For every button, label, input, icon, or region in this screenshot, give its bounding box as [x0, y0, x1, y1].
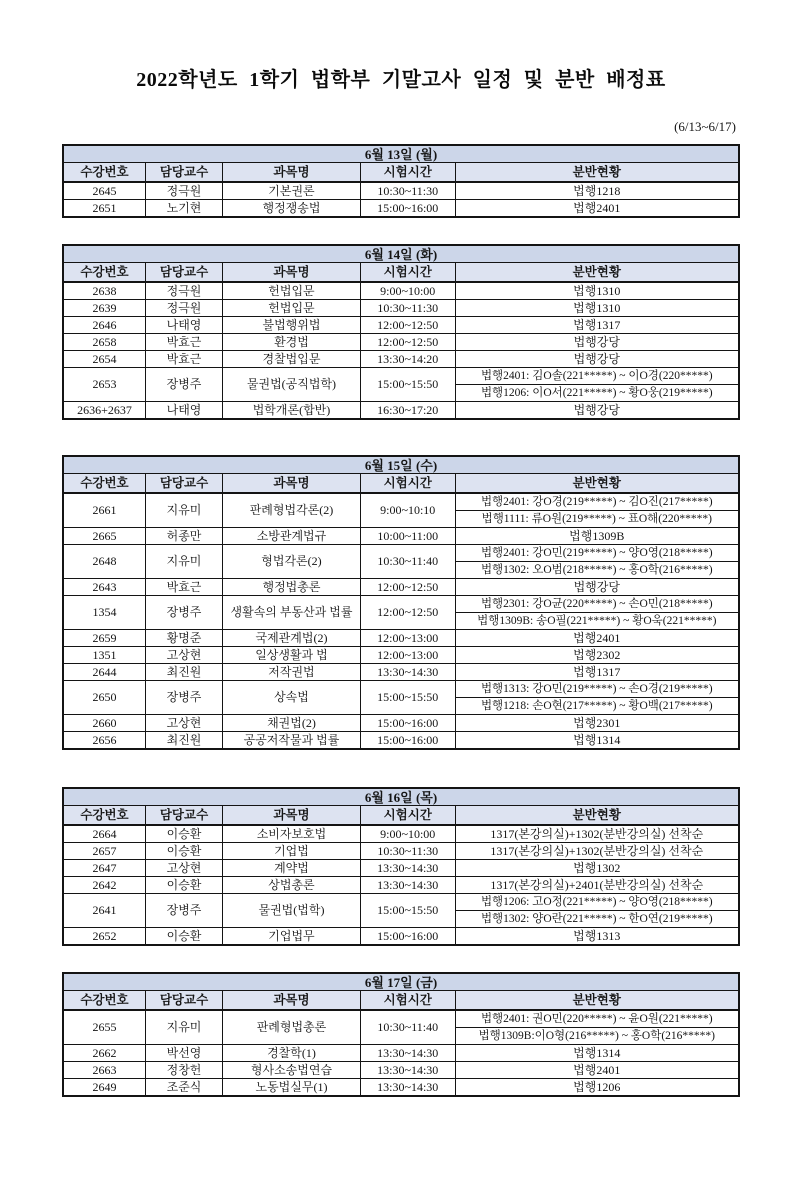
professor-cell: 황명준: [145, 630, 222, 647]
assignment-cell: 법행2401: 권O민(220*****) ~ 윤O원(221*****): [455, 1010, 739, 1028]
assignment-cell: 법행1218: 손O현(217*****) ~ 황O백(217*****): [455, 698, 739, 715]
time-cell: 10:30~11:40: [360, 545, 455, 579]
table-row: [63, 825, 739, 843]
date-range: (6/13~6/17): [674, 119, 736, 134]
column-header: 시험시간: [360, 163, 455, 183]
time-cell: 15:00~15:50: [360, 894, 455, 928]
time-cell: 16:30~17:20: [360, 402, 455, 420]
assignment-cell: 법행1314: [455, 732, 739, 750]
course-no-cell: 2655: [63, 1010, 145, 1045]
day-header: 6월 15일 (수): [63, 456, 739, 474]
time-cell: 9:00~10:00: [360, 825, 455, 843]
time-cell: 12:00~12:50: [360, 334, 455, 351]
course-no-cell: 2646: [63, 317, 145, 334]
course-no-cell: 2647: [63, 860, 145, 877]
assignment-cell: 법행2301: 강O균(220*****) ~ 손O민(218*****): [455, 596, 739, 613]
professor-cell: 나태영: [145, 402, 222, 420]
course-no-cell: 2644: [63, 664, 145, 681]
time-cell: 13:30~14:30: [360, 1045, 455, 1062]
assignment-cell: 1317(본강의실)+2401(분반강의실) 선착순: [455, 877, 739, 894]
assignment-cell: 법행2401: 김O솔(221*****) ~ 이O경(220*****): [455, 368, 739, 385]
time-cell: 13:30~14:30: [360, 860, 455, 877]
assignment-cell: 법행1302: 양O란(221*****) ~ 한O연(219*****): [455, 911, 739, 928]
subject-cell: 저작권법: [223, 664, 361, 681]
assignment-cell: 1317(본강의실)+1302(분반강의실) 선착순: [455, 843, 739, 860]
table-row: [63, 596, 739, 613]
time-cell: 15:00~15:50: [360, 368, 455, 402]
table-row: [63, 282, 739, 300]
professor-cell: 허종만: [145, 528, 222, 545]
column-header: 과목명: [223, 806, 361, 826]
assignment-cell: 법행강당: [455, 402, 739, 420]
tables-container: [62, 144, 740, 1097]
time-cell: 12:00~12:50: [360, 596, 455, 630]
subject-cell: 헌법입문: [223, 300, 361, 317]
column-header: 과목명: [223, 163, 361, 183]
assignment-cell: 법행1206: 이O서(221*****) ~ 황O웅(219*****): [455, 385, 739, 402]
time-cell: 9:00~10:10: [360, 493, 455, 528]
table-row: [63, 334, 739, 351]
subject-cell: 일상생활과 법: [223, 647, 361, 664]
course-no-cell: 2639: [63, 300, 145, 317]
professor-cell: 정극원: [145, 300, 222, 317]
course-no-cell: 2658: [63, 334, 145, 351]
professor-cell: 지유미: [145, 1010, 222, 1045]
table-row: [63, 1010, 739, 1028]
time-cell: 10:30~11:30: [360, 843, 455, 860]
assignment-cell: 법행1302: 오O범(218*****) ~ 홍O학(216*****): [455, 562, 739, 579]
course-no-cell: 1354: [63, 596, 145, 630]
professor-cell: 지유미: [145, 493, 222, 528]
table-row: [63, 715, 739, 732]
professor-cell: 이승환: [145, 825, 222, 843]
page-title: 2022학년도 1학기 법학부 기말고사 일정 및 분반 배정표: [136, 69, 666, 91]
assignment-cell: 법행1317: [455, 664, 739, 681]
column-header: 시험시간: [360, 263, 455, 283]
time-cell: 13:30~14:30: [360, 664, 455, 681]
professor-cell: 정창헌: [145, 1062, 222, 1079]
assignment-cell: 법행1309B: 송O필(221*****) ~ 황O욱(221*****): [455, 613, 739, 630]
table-row: [63, 860, 739, 877]
subject-cell: 행정법총론: [223, 579, 361, 596]
column-header: 시험시간: [360, 474, 455, 494]
column-header: 수강번호: [63, 806, 145, 826]
course-no-cell: 2638: [63, 282, 145, 300]
course-no-cell: 2642: [63, 877, 145, 894]
column-header: 분반현황: [455, 163, 739, 183]
table-row: [63, 681, 739, 698]
course-no-cell: 2660: [63, 715, 145, 732]
course-no-cell: 2654: [63, 351, 145, 368]
time-cell: 12:00~12:50: [360, 317, 455, 334]
table-row: [63, 647, 739, 664]
professor-cell: 장병주: [145, 681, 222, 715]
column-header: 과목명: [223, 474, 361, 494]
time-cell: 15:00~16:00: [360, 928, 455, 946]
column-header: 시험시간: [360, 806, 455, 826]
course-no-cell: 2645: [63, 182, 145, 200]
assignment-cell: 법행1314: [455, 1045, 739, 1062]
subject-cell: 형사소송법연습: [223, 1062, 361, 1079]
subject-cell: 행정쟁송법: [223, 200, 361, 218]
professor-cell: 박효근: [145, 334, 222, 351]
course-no-cell: 2652: [63, 928, 145, 946]
subject-cell: 경찰법입문: [223, 351, 361, 368]
exam-day-table: [62, 972, 740, 1097]
course-no-cell: 2643: [63, 579, 145, 596]
table-row: [63, 928, 739, 946]
assignment-cell: 법행2401: 강O경(219*****) ~ 김O진(217*****): [455, 493, 739, 511]
assignment-cell: 법행1309B:이O형(216*****) ~ 홍O학(216*****): [455, 1028, 739, 1045]
column-header: 담당교수: [145, 163, 222, 183]
subject-cell: 물권법(공직법학): [223, 368, 361, 402]
time-cell: 12:00~13:00: [360, 630, 455, 647]
exam-day-table: [62, 787, 740, 946]
assignment-cell: 법행1313: 강O민(219*****) ~ 손O경(219*****): [455, 681, 739, 698]
table-row: [63, 493, 739, 511]
assignment-cell: 법행1302: [455, 860, 739, 877]
table-row: [63, 843, 739, 860]
time-cell: 10:00~11:00: [360, 528, 455, 545]
day-header: 6월 13일 (월): [63, 145, 739, 163]
course-no-cell: 2661: [63, 493, 145, 528]
table-row: [63, 1045, 739, 1062]
assignment-cell: 법행2401: [455, 1062, 739, 1079]
subject-cell: 기업법: [223, 843, 361, 860]
time-cell: 13:30~14:20: [360, 351, 455, 368]
professor-cell: 장병주: [145, 596, 222, 630]
time-cell: 13:30~14:30: [360, 877, 455, 894]
assignment-cell: 법행1317: [455, 317, 739, 334]
assignment-cell: 법행2401: [455, 200, 739, 218]
table-row: [63, 877, 739, 894]
professor-cell: 최진원: [145, 664, 222, 681]
professor-cell: 정극원: [145, 182, 222, 200]
assignment-cell: 법행2301: [455, 715, 739, 732]
course-no-cell: 2650: [63, 681, 145, 715]
subject-cell: 경찰학(1): [223, 1045, 361, 1062]
professor-cell: 박효근: [145, 351, 222, 368]
subject-cell: 물권법(법학): [223, 894, 361, 928]
column-header: 과목명: [223, 991, 361, 1011]
professor-cell: 고상현: [145, 647, 222, 664]
professor-cell: 이승환: [145, 928, 222, 946]
exam-day-table: [62, 455, 740, 750]
column-header: 수강번호: [63, 474, 145, 494]
column-header: 수강번호: [63, 991, 145, 1011]
column-header: 분반현황: [455, 263, 739, 283]
table-row: [63, 732, 739, 750]
subject-cell: 형법각론(2): [223, 545, 361, 579]
professor-cell: 박선영: [145, 1045, 222, 1062]
professor-cell: 지유미: [145, 545, 222, 579]
assignment-cell: 법행2302: [455, 647, 739, 664]
subject-cell: 채권법(2): [223, 715, 361, 732]
assignment-cell: 법행1206: 고O정(221*****) ~ 양O영(218*****): [455, 894, 739, 911]
column-header: 분반현황: [455, 806, 739, 826]
course-no-cell: 2656: [63, 732, 145, 750]
column-header: 담당교수: [145, 806, 222, 826]
course-no-cell: 2662: [63, 1045, 145, 1062]
subject-cell: 환경법: [223, 334, 361, 351]
time-cell: 12:00~12:50: [360, 579, 455, 596]
professor-cell: 이승환: [145, 843, 222, 860]
subject-cell: 국제관계법(2): [223, 630, 361, 647]
assignment-cell: 법행1310: [455, 300, 739, 317]
assignment-cell: 법행1206: [455, 1079, 739, 1097]
subject-cell: 상법총론: [223, 877, 361, 894]
course-no-cell: 2665: [63, 528, 145, 545]
table-row: [63, 545, 739, 562]
course-no-cell: 2641: [63, 894, 145, 928]
course-no-cell: 2651: [63, 200, 145, 218]
professor-cell: 박효근: [145, 579, 222, 596]
course-no-cell: 2659: [63, 630, 145, 647]
assignment-cell: 1317(본강의실)+1302(분반강의실) 선착순: [455, 825, 739, 843]
subject-cell: 공공저작물과 법률: [223, 732, 361, 750]
course-no-cell: 2636+2637: [63, 402, 145, 420]
subject-cell: 기본권론: [223, 182, 361, 200]
day-header: 6월 17일 (금): [63, 973, 739, 991]
table-row: [63, 579, 739, 596]
assignment-cell: 법행1111: 류O원(219*****) ~ 표O해(220*****): [455, 511, 739, 528]
assignment-cell: 법행강당: [455, 334, 739, 351]
assignment-cell: 법행1218: [455, 182, 739, 200]
time-cell: 12:00~13:00: [360, 647, 455, 664]
course-no-cell: 2648: [63, 545, 145, 579]
column-header: 수강번호: [63, 263, 145, 283]
assignment-cell: 법행1313: [455, 928, 739, 946]
subject-cell: 기업법무: [223, 928, 361, 946]
document-page: [62, 63, 740, 1097]
subject-cell: 헌법입문: [223, 282, 361, 300]
day-header: 6월 14일 (화): [63, 245, 739, 263]
exam-day-table: [62, 144, 740, 218]
subject-cell: 소비자보호법: [223, 825, 361, 843]
subject-cell: 불법행위법: [223, 317, 361, 334]
column-header: 담당교수: [145, 991, 222, 1011]
course-no-cell: 2649: [63, 1079, 145, 1097]
time-cell: 15:00~16:00: [360, 715, 455, 732]
professor-cell: 나태영: [145, 317, 222, 334]
column-header: 과목명: [223, 263, 361, 283]
assignment-cell: 법행2401: [455, 630, 739, 647]
time-cell: 15:00~16:00: [360, 200, 455, 218]
table-row: [63, 200, 739, 218]
course-no-cell: 2657: [63, 843, 145, 860]
column-header: 시험시간: [360, 991, 455, 1011]
table-row: [63, 894, 739, 911]
day-header: 6월 16일 (목): [63, 788, 739, 806]
column-header: 담당교수: [145, 263, 222, 283]
professor-cell: 장병주: [145, 894, 222, 928]
time-cell: 10:30~11:40: [360, 1010, 455, 1045]
time-cell: 10:30~11:30: [360, 182, 455, 200]
professor-cell: 이승환: [145, 877, 222, 894]
course-no-cell: 2663: [63, 1062, 145, 1079]
assignment-cell: 법행1309B: [455, 528, 739, 545]
table-row: [63, 630, 739, 647]
time-cell: 13:30~14:30: [360, 1062, 455, 1079]
time-cell: 15:00~16:00: [360, 732, 455, 750]
assignment-cell: 법행1310: [455, 282, 739, 300]
time-cell: 9:00~10:00: [360, 282, 455, 300]
subject-cell: 판례형법각론(2): [223, 493, 361, 528]
subject-cell: 노동법실무(1): [223, 1079, 361, 1097]
assignment-cell: 법행강당: [455, 579, 739, 596]
column-header: 분반현황: [455, 991, 739, 1011]
course-no-cell: 2664: [63, 825, 145, 843]
subject-cell: 생활속의 부동산과 법률: [223, 596, 361, 630]
time-cell: 13:30~14:30: [360, 1079, 455, 1097]
subject-cell: 법학개론(합반): [223, 402, 361, 420]
table-row: [63, 368, 739, 385]
course-no-cell: 2653: [63, 368, 145, 402]
professor-cell: 조준식: [145, 1079, 222, 1097]
time-cell: 15:00~15:50: [360, 681, 455, 715]
subject-cell: 계약법: [223, 860, 361, 877]
table-row: [63, 1079, 739, 1097]
professor-cell: 정극원: [145, 282, 222, 300]
column-header: 담당교수: [145, 474, 222, 494]
table-row: [63, 402, 739, 420]
table-row: [63, 317, 739, 334]
subject-cell: 소방관계법규: [223, 528, 361, 545]
course-no-cell: 1351: [63, 647, 145, 664]
table-row: [63, 351, 739, 368]
table-row: [63, 528, 739, 545]
professor-cell: 최진원: [145, 732, 222, 750]
subject-cell: 상속법: [223, 681, 361, 715]
time-cell: 10:30~11:30: [360, 300, 455, 317]
assignment-cell: 법행강당: [455, 351, 739, 368]
column-header: 분반현황: [455, 474, 739, 494]
exam-day-table: [62, 244, 740, 420]
assignment-cell: 법행2401: 강O민(219*****) ~ 양O영(218*****): [455, 545, 739, 562]
column-header: 수강번호: [63, 163, 145, 183]
professor-cell: 고상현: [145, 860, 222, 877]
professor-cell: 장병주: [145, 368, 222, 402]
professor-cell: 노기현: [145, 200, 222, 218]
table-row: [63, 664, 739, 681]
table-row: [63, 300, 739, 317]
professor-cell: 고상현: [145, 715, 222, 732]
table-row: [63, 1062, 739, 1079]
subject-cell: 판례형법총론: [223, 1010, 361, 1045]
table-row: [63, 182, 739, 200]
